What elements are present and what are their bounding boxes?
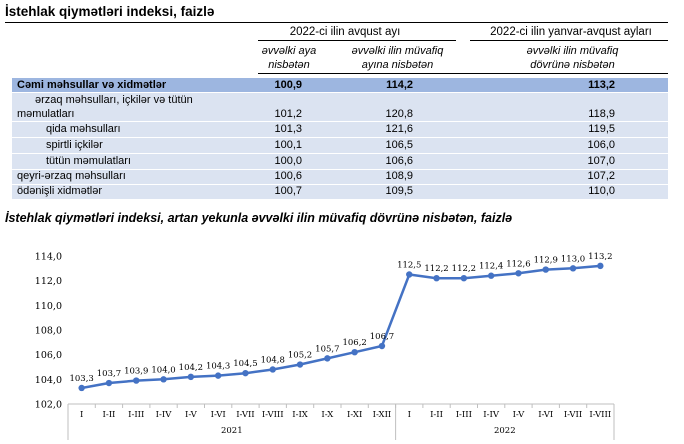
x-tick-label: I-VIII xyxy=(589,410,612,420)
x-tick-label: I-VI xyxy=(210,410,226,420)
x-tick-label: I-III xyxy=(455,410,473,420)
data-point xyxy=(351,349,357,355)
data-label: 104,8 xyxy=(260,355,285,366)
data-point xyxy=(543,266,549,272)
row-label-cont: məmulatları xyxy=(17,108,75,120)
data-point xyxy=(570,265,576,271)
data-label: 112,4 xyxy=(478,261,504,272)
data-point xyxy=(515,270,521,276)
row-value: 119,5 xyxy=(588,123,615,135)
data-label: 113,0 xyxy=(560,254,586,265)
row-value: 106,6 xyxy=(385,155,413,167)
data-point xyxy=(488,273,494,279)
data-label: 104,3 xyxy=(205,361,231,372)
data-label: 112,2 xyxy=(424,264,449,275)
x-tick-label: I-II xyxy=(102,410,116,420)
row-label: qida məhsulları xyxy=(46,123,121,135)
data-point xyxy=(215,372,221,378)
row-label: spirtli içkilər xyxy=(46,139,103,151)
row-value: 107,0 xyxy=(587,155,615,167)
row-value: 106,5 xyxy=(385,139,413,151)
row-value: 110,0 xyxy=(588,185,615,197)
x-tick-label: I-XII xyxy=(372,410,392,420)
row-value: 121,6 xyxy=(385,123,413,135)
table-title: İstehlak qiymətləri indeksi, faizlə xyxy=(5,4,215,19)
x-tick-label: I-II xyxy=(430,410,444,420)
data-point xyxy=(160,376,166,382)
data-label: 112,5 xyxy=(397,260,422,271)
row-value: 100,9 xyxy=(274,79,302,91)
data-label: 106,2 xyxy=(342,338,367,349)
row-label: ərzaq məhsulları, içkilər və tütün xyxy=(35,94,193,106)
data-label: 112,6 xyxy=(506,259,531,270)
x-tick-label: I-VII xyxy=(236,410,255,420)
row-value: 106,0 xyxy=(587,139,615,151)
data-point xyxy=(270,366,276,372)
data-point xyxy=(379,343,385,349)
y-tick-label: 106,0 xyxy=(34,350,62,362)
row-value: 100,7 xyxy=(274,185,302,197)
row-value: 107,2 xyxy=(587,170,615,182)
subheader-prev-month: əvvəlki aya nisbətən xyxy=(261,45,317,71)
y-tick-label: 108,0 xyxy=(34,325,62,337)
subheader-prev-year-period: əvvəlki ilin müvafiq dövrünə nisbətən xyxy=(526,45,619,71)
x-tick-label: I-III xyxy=(128,410,145,420)
data-point xyxy=(242,370,248,376)
chart-title: İstehlak qiymətləri indeksi, artan yekunla əvvəlki ilin müvafiq dövrünə nisbətən, faizlə xyxy=(5,211,513,225)
data-label: 106,7 xyxy=(369,332,395,343)
x-tick-label: I-V xyxy=(512,410,525,420)
row-value: 101,2 xyxy=(274,108,302,120)
row-value: 100,6 xyxy=(274,170,302,182)
x-tick-label: I-V xyxy=(184,410,197,420)
data-label: 105,2 xyxy=(287,350,313,361)
x-tick-label: I xyxy=(407,410,411,420)
row-value: 118,9 xyxy=(588,108,615,120)
y-tick-label: 110,0 xyxy=(34,300,62,312)
x-tick-label: I xyxy=(79,410,84,420)
group-label: 2022 xyxy=(493,426,516,436)
row-value: 100,0 xyxy=(274,155,302,167)
x-tick-label: I-IV xyxy=(483,410,500,420)
data-point xyxy=(461,275,467,281)
row-value: 114,2 xyxy=(386,79,413,91)
data-label: 104,0 xyxy=(151,365,176,376)
data-point xyxy=(133,377,139,383)
row-value: 113,2 xyxy=(588,79,615,91)
data-point xyxy=(78,385,84,391)
x-tick-label: I-XI xyxy=(346,410,363,420)
x-tick-label: I-VIII xyxy=(261,410,284,420)
x-tick-label: I-VII xyxy=(563,410,583,420)
data-point xyxy=(597,263,603,269)
row-value: 108,9 xyxy=(385,170,413,182)
header-group-august: 2022-ci ilin avqust ayı xyxy=(289,26,401,38)
y-tick-label: 112,0 xyxy=(34,276,62,288)
group-label: 2021 xyxy=(220,426,243,436)
data-point xyxy=(406,271,412,277)
data-point xyxy=(433,275,439,281)
data-label: 104,5 xyxy=(233,359,258,370)
header-group-jan-aug: 2022-ci ilin yanvar-avqust ayları xyxy=(490,26,652,38)
row-value: 101,3 xyxy=(274,123,302,135)
data-label: 112,9 xyxy=(533,255,558,266)
data-label: 113,2 xyxy=(588,251,613,262)
row-label: Cəmi məhsullar və xidmətlər xyxy=(17,79,167,91)
data-point xyxy=(297,361,303,367)
row-value: 109,5 xyxy=(385,185,413,197)
x-tick-label: I-IV xyxy=(155,410,172,420)
row-value: 120,8 xyxy=(385,108,413,120)
data-label: 103,7 xyxy=(96,369,122,380)
data-point xyxy=(324,355,330,361)
data-label: 104,2 xyxy=(178,362,204,373)
data-label: 103,3 xyxy=(69,373,94,384)
row-label: tütün məmulatları xyxy=(46,155,131,167)
x-tick-label: I-VI xyxy=(538,410,554,420)
y-tick-label: 102,0 xyxy=(34,399,62,411)
y-tick-label: 104,0 xyxy=(34,374,62,386)
row-label: qeyri-ərzaq məhsulları xyxy=(17,170,126,182)
x-tick-label: I-IX xyxy=(292,410,308,420)
subheader-prev-year-month: əvvəlki ilin müvafiq ayına nisbətən xyxy=(351,45,444,71)
data-point xyxy=(106,380,112,386)
y-tick-label: 114,0 xyxy=(34,251,62,263)
data-point xyxy=(188,374,194,380)
row-value: 100,1 xyxy=(274,139,302,151)
x-tick-label: I-X xyxy=(321,410,334,420)
data-label: 112,2 xyxy=(451,264,477,275)
row-label: ödənişli xidmətlər xyxy=(17,185,102,197)
data-label: 105,7 xyxy=(315,344,340,355)
data-label: 103,9 xyxy=(124,366,149,377)
